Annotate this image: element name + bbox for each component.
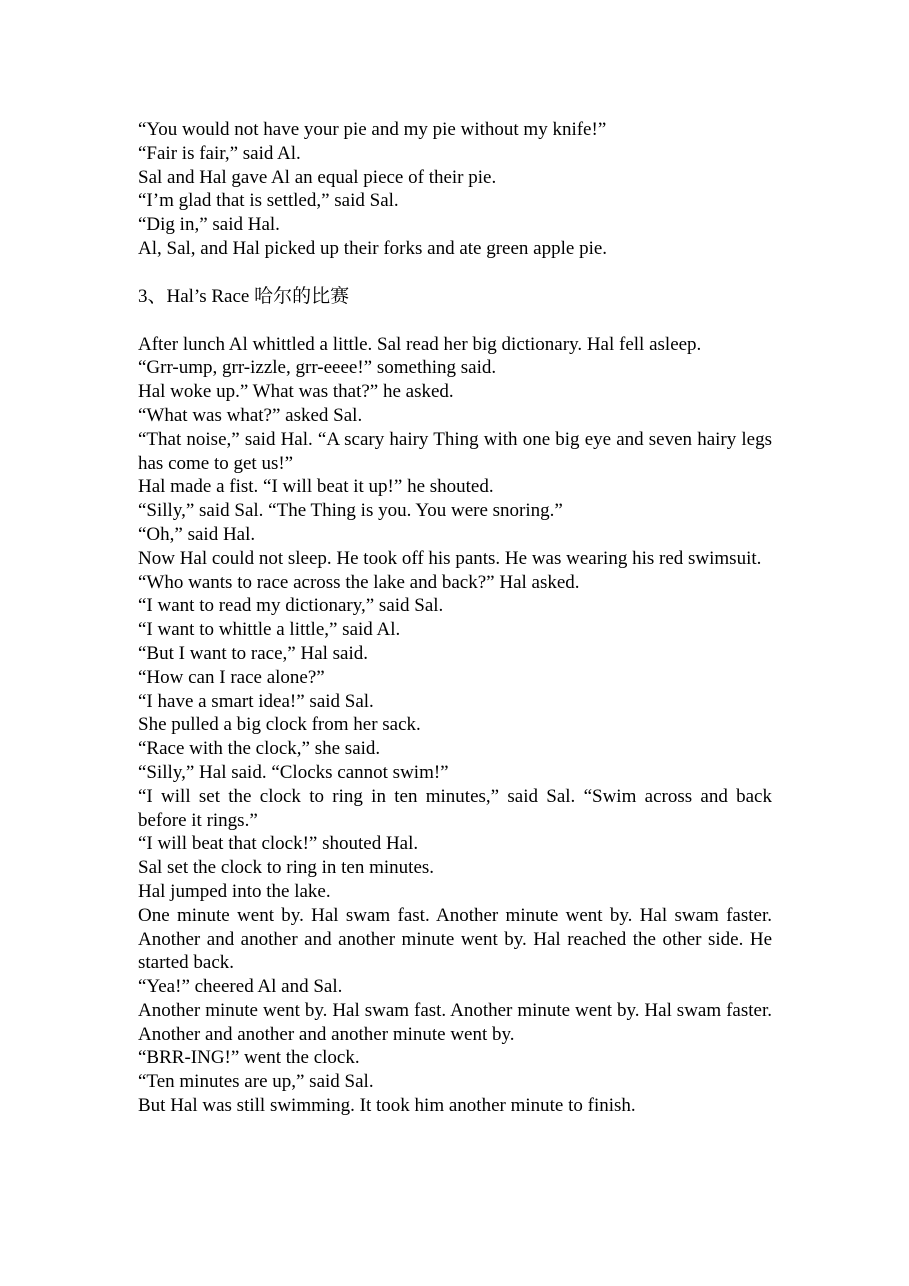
paragraph: “Silly,” Hal said. “Clocks cannot swim!” [138, 761, 449, 783]
paragraph: Sal set the clock to ring in ten minutes. [138, 857, 435, 879]
document-page [138, 118, 772, 1118]
paragraph: “Oh,” said Hal. [138, 523, 256, 545]
paragraph: “That noise,” said Hal. “A scary hairy Thing with one big eye and seven hairy legs has come to get us!” [138, 428, 772, 474]
paragraph: “BRR-ING!” went the clock. [138, 1047, 360, 1069]
paragraph: “I want to whittle a little,” said Al. [138, 619, 401, 641]
paragraph: Hal made a fist. “I will beat it up!” he shouted. [138, 476, 494, 498]
paragraph: “How can I race alone?” [138, 666, 325, 688]
paragraph: “Grr-ump, grr-izzle, grr-eeee!” something said. [138, 357, 497, 379]
top-lines [138, 118, 772, 261]
text-line: “Dig in,” said Hal. [138, 214, 280, 236]
paragraph: Hal woke up.” What was that?” he asked. [138, 381, 454, 403]
paragraph: Hal jumped into the lake. [138, 880, 331, 902]
paragraph: “Yea!” cheered Al and Sal. [138, 976, 343, 998]
paragraph: Another minute went by. Hal swam fast. Another minute went by. Hal swam faster. Another and another and another minute went by. [138, 999, 772, 1045]
paragraph: “I will set the clock to ring in ten minutes,” said Sal. “Swim across and back before it rings.” [138, 785, 772, 831]
section-heading: 3、Hal’s Race 哈尔的比赛 [138, 285, 350, 307]
text-line: Sal and Hal gave Al an equal piece of their pie. [138, 166, 497, 188]
paragraph: “What was what?” asked Sal. [138, 404, 363, 426]
paragraph: One minute went by. Hal swam fast. Another minute went by. Hal swam faster. Another and another and another minute went by. Hal reached the other side. He started back. [138, 904, 772, 974]
paragraph: “But I want to race,” Hal said. [138, 642, 369, 664]
paragraph: “Race with the clock,” she said. [138, 738, 381, 760]
text-line: Al, Sal, and Hal picked up their forks and ate green apple pie. [138, 237, 608, 259]
paragraph: “I will beat that clock!” shouted Hal. [138, 833, 419, 855]
paragraph: But Hal was still swimming. It took him another minute to finish. [138, 1095, 636, 1117]
paragraph: “Ten minutes are up,” said Sal. [138, 1071, 374, 1093]
text-line: “Fair is fair,” said Al. [138, 142, 301, 164]
paragraph: Now Hal could not sleep. He took off his pants. He was wearing his red swimsuit. [138, 547, 762, 569]
story-body [138, 333, 772, 1118]
paragraph: She pulled a big clock from her sack. [138, 714, 421, 736]
text-line: “You would not have your pie and my pie without my knife!” [138, 119, 607, 140]
paragraph: After lunch Al whittled a little. Sal read her big dictionary. Hal fell asleep. [138, 333, 702, 355]
paragraph: “I have a smart idea!” said Sal. [138, 690, 374, 712]
text-line: “I’m glad that is settled,” said Sal. [138, 190, 399, 212]
paragraph: “I want to read my dictionary,” said Sal. [138, 595, 444, 617]
paragraph: “Silly,” said Sal. “The Thing is you. You were snoring.” [138, 500, 563, 522]
paragraph: “Who wants to race across the lake and back?” Hal asked. [138, 571, 580, 593]
